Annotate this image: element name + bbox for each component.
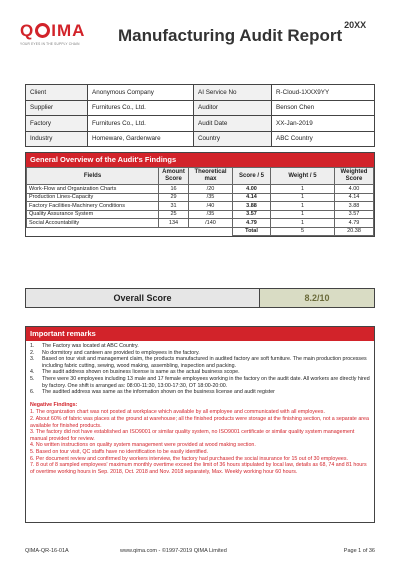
remarks-heading: Important remarks [26, 327, 374, 341]
audit-info-table [25, 84, 375, 147]
negative-finding: 7. 8 out of 8 sampled employees' maximum monthly overtime exceed the limit of 36 hours stipulated by local law, details as 68, 74 and 81 hours of overtime working hours in Sep. 2018, Oct. 2018 and Nov. 2018 separately, Max. Weekly working hour 60 hours. [30, 462, 367, 475]
theoretical-max: /20 [189, 185, 233, 194]
col-theoretical: Theoretical max [189, 168, 233, 185]
weight-value: 1 [271, 210, 335, 219]
negative-findings [26, 402, 374, 476]
negative-finding: 2. About 60% of fabric was places at the ground at warehouse; all the finished products were storage at the finishing section, not a separate area available for finished products. [30, 415, 369, 429]
item-text: Based on tour visit and management claim, the products manufactured in audited factory are soft furniture. The main production processes including fabric cutting, sewing, wood making, assembling, inspection and packing. [42, 356, 367, 369]
industry-value: Homeware, Gardenware [88, 131, 194, 147]
report-title-year: 20XX [344, 20, 367, 31]
col-fields: Fields [27, 168, 159, 185]
country-label: Country [194, 131, 272, 147]
field-name: Quality Assurance System [27, 210, 159, 219]
overall-score-box [25, 288, 375, 308]
theoretical-max: /35 [189, 210, 233, 219]
important-remarks [25, 326, 375, 523]
report-title-text: Manufacturing Audit Report [118, 26, 343, 45]
findings-table [26, 167, 374, 236]
client-value: Anonymous Company [88, 85, 194, 101]
field-name: Factory Facilities-Machinery Conditions [27, 202, 159, 211]
page-footer [25, 548, 375, 554]
total-weight: 5 [271, 227, 335, 236]
score-value: 4.14 [233, 193, 271, 202]
table-row [26, 116, 375, 132]
country-value: ABC Country [272, 131, 375, 147]
audit-date-value: XX-Jan-2019 [272, 116, 375, 132]
overview-heading: General Overview of the Audit's Findings [26, 153, 374, 167]
negative-finding: 1. The organization chart was not posted at workplace which available by all employee and communicated with all employees. [30, 409, 325, 416]
theoretical-max: /140 [189, 219, 233, 228]
item-text: The Factory was located at ABC Country. [42, 343, 139, 349]
theoretical-max: /35 [189, 193, 233, 202]
amount-score: 29 [159, 193, 189, 202]
findings-overview [25, 152, 375, 237]
total-weighted: 20.38 [335, 227, 374, 236]
total-label: Total [233, 227, 271, 236]
weight-value: 1 [271, 202, 335, 211]
list-item [30, 376, 370, 389]
table-row [27, 219, 374, 228]
negative-finding: 4. No written instructions on quality system management were provided at wood making section. [30, 442, 256, 449]
theoretical-max: /40 [189, 202, 233, 211]
remarks-list [26, 341, 374, 396]
negative-finding: 6. Per document review and confirmed by workers interview, the factory had purchased the social insurance for 15 out of 30 employees. [30, 455, 348, 462]
col-weight: Weight / 5 [271, 168, 335, 185]
item-text: There were 30 employees including 13 male and 17 female employees working in the factory on the audit date. All workers are directly hired by factory. One shift is arranged as: 08:00-11:30, 13:00-17:30, OT 18:00-20:00. [42, 375, 370, 389]
service-value: R-Cloud-1XXX9YY [272, 85, 375, 101]
weighted-score: 3.57 [335, 210, 374, 219]
logo-wordmark [20, 22, 110, 39]
negative-finding: 3. The factory did not have established an ISO9001 or similar quality system, no ISO9001 certificate or similar quality system management manual provided for review. [30, 429, 355, 442]
field-name: Social Accountability [27, 219, 159, 228]
logo-letter: A [72, 21, 86, 40]
empty-cell [159, 227, 189, 236]
weighted-score: 4.00 [335, 185, 374, 194]
score-value: 4.00 [233, 185, 271, 194]
weight-value: 1 [271, 219, 335, 228]
item-number: 5. [30, 375, 35, 382]
copyright-text: www.qima.com - ©1997-2019 QIMA Limited [120, 548, 227, 554]
page-number: Page 1 of 36 [343, 548, 375, 554]
industry-label: Industry [26, 131, 88, 147]
overall-score-value: 8.2/10 [260, 289, 374, 307]
weighted-score: 3.88 [335, 202, 374, 211]
item-number: 6. [30, 389, 35, 396]
amount-score: 25 [159, 210, 189, 219]
client-label: Client [26, 85, 88, 101]
list-item [30, 389, 370, 396]
supplier-label: Supplier [26, 100, 88, 116]
table-row [27, 185, 374, 194]
weight-value: 1 [271, 193, 335, 202]
field-name: Production Lines-Capacity [27, 193, 159, 202]
empty-cell [189, 227, 233, 236]
document-code: QIMA-QR-16-01A [25, 548, 69, 554]
item-number: 2. [30, 349, 35, 356]
table-row [27, 202, 374, 211]
field-name: Work-Flow and Organization Charts [27, 185, 159, 194]
factory-label: Factory [26, 116, 88, 132]
score-value: 4.79 [233, 219, 271, 228]
table-row [26, 85, 375, 101]
item-number: 1. [30, 343, 35, 349]
list-item [30, 356, 370, 369]
item-text: No dormitory and canteen are provided to employees in the factory. [42, 349, 200, 356]
amount-score: 31 [159, 202, 189, 211]
score-value: 3.88 [233, 202, 271, 211]
score-value: 3.57 [233, 210, 271, 219]
table-row [26, 100, 375, 116]
total-row [27, 227, 374, 236]
col-weighted: Weighted Score [335, 168, 374, 185]
weight-value: 1 [271, 185, 335, 194]
list-item [30, 343, 370, 350]
auditor-label: Auditor [194, 100, 272, 116]
list-item [30, 350, 370, 357]
item-text: The audited address was same as the information shown on the business license and audit register [42, 389, 275, 396]
weighted-score: 4.79 [335, 219, 374, 228]
logo-tagline: YOUR EYES IN THE SUPPLY CHAIN [20, 42, 80, 46]
weighted-score: 4.14 [335, 193, 374, 202]
auditor-value: Benson Chen [272, 100, 375, 116]
service-label: AI Service No [194, 85, 272, 101]
amount-score: 134 [159, 219, 189, 228]
table-row [27, 210, 374, 219]
qima-logo [20, 22, 110, 46]
supplier-value: Furnitures Co., Ltd. [88, 100, 194, 116]
empty-cell [27, 227, 159, 236]
logo-ring-icon [35, 23, 50, 38]
list-item [30, 369, 370, 376]
logo-letter: M [56, 21, 73, 40]
col-score: Score / 5 [233, 168, 271, 185]
factory-value: Furnitures Co., Ltd. [88, 116, 194, 132]
table-row [27, 193, 374, 202]
overall-score-label: Overall Score [26, 289, 260, 307]
amount-score: 16 [159, 185, 189, 194]
table-row [26, 131, 375, 147]
item-number: 3. [30, 356, 35, 363]
negative-findings-title: Negative Findings: [30, 401, 78, 408]
logo-letter: Q [20, 21, 35, 40]
logo-letter: I [51, 21, 57, 40]
col-amount: Amount Score [159, 168, 189, 185]
negative-finding: 5. Based on tour visit, QC staffs have no identification to be easily identified. [30, 448, 209, 455]
audit-date-label: Audit Date [194, 116, 272, 132]
table-header-row [27, 168, 374, 185]
report-title [118, 20, 367, 46]
item-number: 4. [30, 369, 35, 376]
item-text: The audit address shown on business license is same as the actual business scope. [42, 369, 240, 376]
